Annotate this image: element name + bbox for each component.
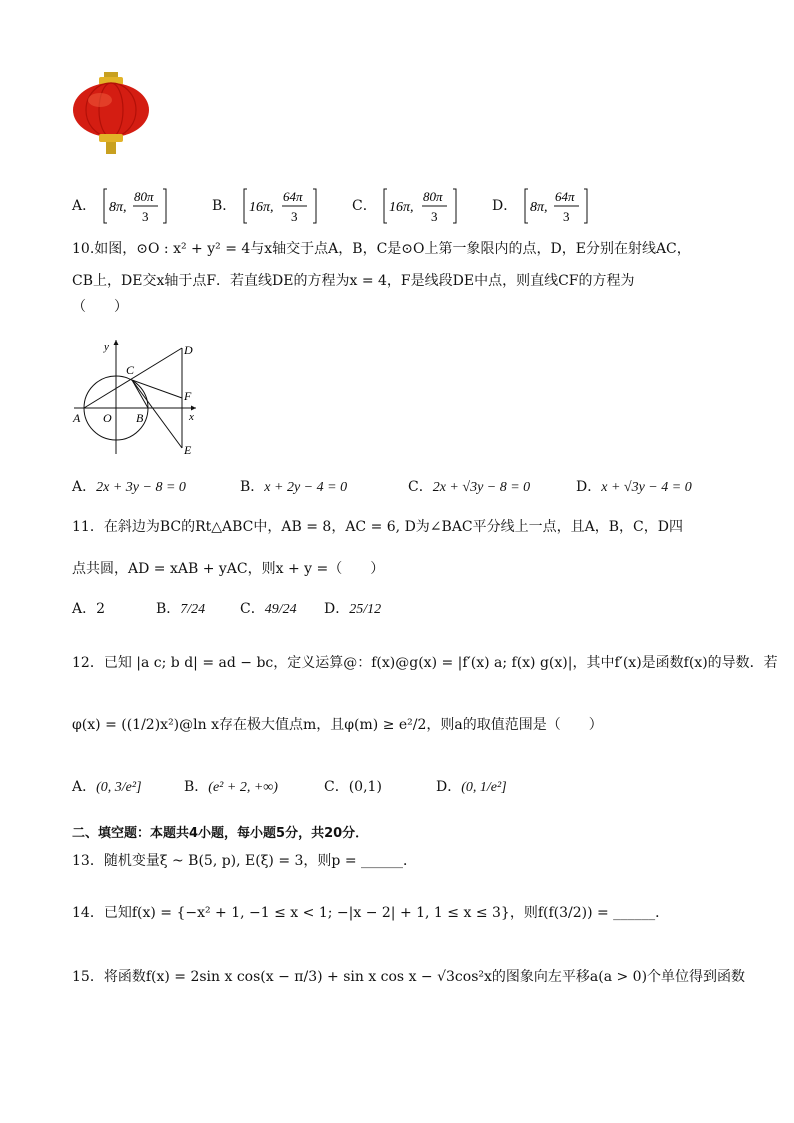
q10-line1: 10.如图，⊙O : x² + y² = 4与x轴交于点A，B，C是⊙O上第一象限内的点，D，E分别在射线AC， xyxy=(72,241,691,257)
fig-label-o: O xyxy=(103,411,112,425)
q12-line2: φ(x) = ((1/2)x²)@ln x存在极大值点m，且φ(m) ≥ e²/2，则a的取值范围是（ ） xyxy=(72,717,603,733)
fig-label-c: C xyxy=(126,363,135,377)
q15-text: 15．将函数f(x) = 2sin x cos(x − π/3) + sin x cos x − √3cos²x的图象向左平移a(a > 0)个单位得到函数 xyxy=(72,969,746,985)
q12-option-b[interactable]: B．(e² + 2, +∞) xyxy=(184,779,278,795)
svg-text:80π: 80π xyxy=(133,189,154,204)
fig-label-d: D xyxy=(184,343,193,357)
svg-text:64π: 64π xyxy=(282,189,303,204)
q11-line2: 点共圆，AD = xAB + yAC，则x + y =（ ） xyxy=(72,561,385,577)
q11-option-b[interactable]: B．7/24 xyxy=(156,601,206,617)
svg-text:8π,: 8π, xyxy=(529,200,548,215)
q9-option-b[interactable]: B． 16π, 64π 3 xyxy=(212,186,321,226)
svg-text:3: 3 xyxy=(562,209,570,224)
q12-option-c[interactable]: C．(0,1) xyxy=(324,779,382,795)
q10-option-a[interactable]: A．2x + 3y − 8 = 0 xyxy=(72,479,186,495)
q12-line1: 12．已知 |a c; b d| = ad − bc，定义运算@：f(x)@g(x) = |f′(x) a; f(x) g(x)|，其中f′(x)是函数f(x)的导数．若 xyxy=(72,655,778,671)
svg-text:3: 3 xyxy=(431,209,438,224)
q10-line2: CB上，DE交x轴于点F．若直线DE的方程为x = 4，F是线段DE中点，则直线CF的方程为 xyxy=(72,273,635,289)
q9-option-d[interactable]: D． 8π, 64π 3 xyxy=(492,186,594,226)
svg-text:8π,: 8π, xyxy=(108,200,127,215)
q14-text: 14．已知f(x) = {−x² + 1, −1 ≤ x < 1; −|x − 2| + 1, 1 ≤ x ≤ 3}，则f(f(3/2)) = ______． xyxy=(72,905,670,921)
q13-text: 13．随机变量ξ ~ B(5, p), E(ξ) = 3，则p = ______． xyxy=(72,853,418,869)
q11-line1: 11．在斜边为BC的Rt△ABC中，AB = 8，AC = 6, D为∠BAC平分线上一点，且A，B，C，D四 xyxy=(72,519,683,535)
fig-label-b: B xyxy=(136,411,144,425)
svg-text:80π: 80π xyxy=(423,189,443,204)
q12-option-d[interactable]: D．(0, 1/e²] xyxy=(436,779,507,795)
q10-option-c[interactable]: C．2x + √3y − 8 = 0 xyxy=(408,479,531,495)
section2-title: 二、填空题：本题共4小题，每小题5分，共20分． xyxy=(72,826,369,841)
q10-option-b[interactable]: B．x + 2y − 4 = 0 xyxy=(240,479,348,495)
svg-text:64π: 64π xyxy=(554,189,575,204)
fig-label-e: E xyxy=(184,443,192,456)
q11-option-a[interactable]: A．2 xyxy=(72,601,106,617)
q9-option-a[interactable]: A． 8π, 80π 3 xyxy=(72,186,171,226)
q10-line3: （ ） xyxy=(72,299,128,315)
q10-option-d[interactable]: D．x + √3y − 4 = 0 xyxy=(576,479,692,495)
q9-option-c[interactable]: C． 16π, 80π 3 xyxy=(352,186,461,226)
fig-label-y: y xyxy=(104,341,109,353)
svg-text:3: 3 xyxy=(290,209,298,224)
fig-label-f: F xyxy=(184,389,192,403)
q9-option-a-math xyxy=(101,186,171,226)
q11-option-c[interactable]: C．49/24 xyxy=(240,601,297,617)
red-lantern-icon xyxy=(70,72,152,154)
fig-label-a: A xyxy=(73,411,81,425)
q9-option-d-math xyxy=(522,186,594,226)
svg-text:16π,: 16π, xyxy=(389,200,414,215)
q11-option-d[interactable]: D．25/12 xyxy=(324,601,382,617)
q12-option-a[interactable]: A．(0, 3/e²] xyxy=(72,779,142,795)
q9-option-b-math xyxy=(241,186,321,226)
svg-text:3: 3 xyxy=(141,209,149,224)
fig-label-x: x xyxy=(189,411,194,423)
svg-text:16π,: 16π, xyxy=(248,200,274,215)
q10-figure xyxy=(72,338,202,460)
q9-option-c-math xyxy=(381,186,461,226)
